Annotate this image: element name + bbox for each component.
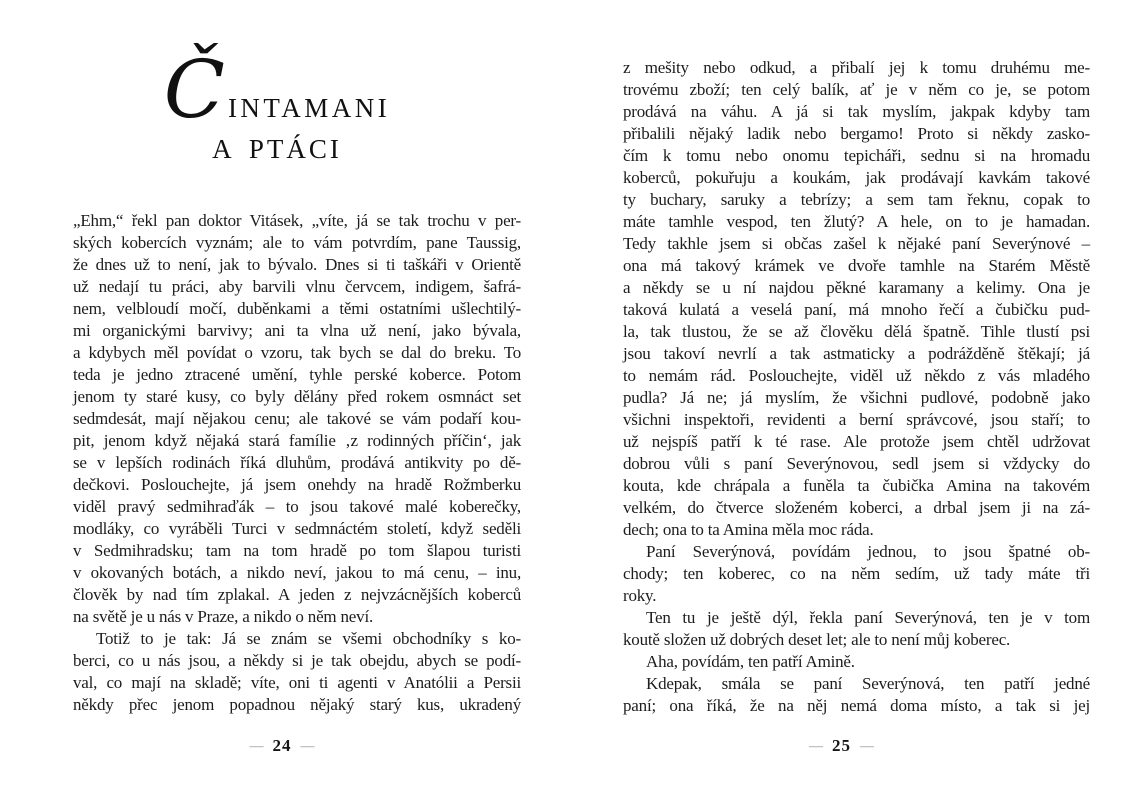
- text-line: koutě složen už dobrých deset let; ale to není můj koberec.: [623, 630, 1011, 649]
- chapter-initial-letter: Č: [163, 43, 225, 136]
- text-line: chody; ten koberec, co na něm sedím, už tady máte tři: [623, 564, 1090, 583]
- text-line: dech; ona to ta Amina měla moc ráda.: [623, 520, 874, 539]
- text-line: paní; ona říká, že na něj nemá doma místo, a tak si jej: [623, 696, 1090, 715]
- folio-number: 25: [832, 736, 851, 755]
- text-line: se v lepších rodinách říká dluhům, prodává antikvity po dě-: [73, 453, 521, 472]
- text-line: teda je jedno ztracené umění, tyhle perské koberce. Potom: [73, 365, 521, 384]
- text-line: val, co mají na skladě; víte, oni ti agenti v Anatólii a Persii: [73, 673, 521, 692]
- text-line: Paní Severýnová, povídám jednou, to jsou špatné ob-: [646, 542, 1090, 561]
- text-line: roky.: [623, 586, 657, 605]
- chapter-title-rest: INTAMANI: [227, 93, 391, 123]
- text-line: berci, co u nás jsou, a někdy si je tak obejdu, abych se podí-: [73, 651, 521, 670]
- text-line: v Sedmihradsku; tam na tom hradě po tom šlapou turisti: [73, 541, 521, 560]
- text-line: koberců, pokuřuju a koukám, jak prodávají kavkám takové: [623, 168, 1090, 187]
- text-line: to nemám rád. Poslouchejte, viděl už někdo z vás mladého: [623, 366, 1090, 385]
- text-line: sedmdesát, mají nějakou cenu; ale takové se vám podaří kou-: [73, 409, 521, 428]
- text-line: máte tamhle vespod, ten žlutý? A hele, on to je hamadan.: [623, 212, 1090, 231]
- folio-dash: —: [249, 739, 264, 754]
- text-line: ských kobercích vyznám; ale to vám potvrdím, pane Taussig,: [73, 233, 521, 252]
- left-page-text: [73, 210, 521, 716]
- page-number-right: [608, 736, 1075, 757]
- text-line: že dnes už to není, jak to bývalo. Dnes si ti taškáři v Orientě: [73, 255, 521, 274]
- text-line: už nedají tu práci, aby barvili vlnu červcem, indigem, šafrá-: [73, 277, 521, 296]
- text-line: všichni inspektoři, revidenti a berní správcové, jsou staří; to: [623, 410, 1090, 429]
- text-line: trovému zboží; ten celý balík, ať je v něm co je, se potom: [623, 80, 1090, 99]
- text-line: ona má takový krámek ve dvoře tamhle na Starém Městě: [623, 256, 1090, 275]
- text-line: Aha, povídám, ten patří Amině.: [646, 652, 855, 671]
- text-line: a kdybych měl povídat o vzoru, tak bych se dal do breku. To: [73, 343, 521, 362]
- text-line: Ten tu je ještě dýl, řekla paní Severýnová, ten je v tom: [646, 608, 1090, 627]
- text-line: jsou takoví nevrlí a tak astmaticky a podrážděně štěkají; já: [623, 344, 1090, 363]
- text-line: velkém, do čtverce složeném koberci, a drbal jsem ji na zá-: [623, 498, 1090, 517]
- text-line: člověk by nad tím zplakal. A jeden z nejvzácnějších koberců: [73, 585, 521, 604]
- text-line: taková kulatá a veselá paní, má mnoho řečí a čubičku pud-: [623, 300, 1090, 319]
- left-page: [73, 0, 521, 800]
- text-line: Kdepak, smála se paní Severýnová, ten patří jedné: [646, 674, 1090, 693]
- right-page: [623, 0, 1090, 800]
- text-line: la, tak tlustou, že se až člověku dělá špatně. Tihle tlustí psi: [623, 322, 1090, 341]
- text-line: jenom ty staré kusy, co byly dělány před rokem osmnáct set: [73, 387, 521, 406]
- text-line: přibalili nějaký ladik nebo bergamo! Proto si někdy zasko-: [623, 124, 1090, 143]
- chapter-title: [53, 43, 501, 136]
- text-line: pudla? Já ne; já myslím, že všichni pudlové, podobně jako: [623, 388, 1090, 407]
- text-line: dečkovi. Poslouchejte, já jsem onehdy na hradě Rožmberku: [73, 475, 521, 494]
- text-line: Tedy takhle jsem si občas zašel k nějaké paní Severýnové –: [623, 234, 1090, 253]
- chapter-subtitle: A PTÁCI: [212, 134, 342, 164]
- text-line: mi organickými barvivy; ani ta vlna už není, jako bývala,: [73, 321, 521, 340]
- text-line: na světě je u nás v Praze, a nikdo o něm neví.: [73, 607, 374, 626]
- text-line: dobrou vůli s paní Severýnovou, sedl jsem si vždycky do: [623, 454, 1090, 473]
- right-page-text: [623, 57, 1090, 717]
- page-number-left: [58, 736, 506, 757]
- text-line: kouta, kde chrápala a funěla ta čubička Amina na takovém: [623, 476, 1090, 495]
- text-line: ty buchary, saruky a tebrízy; a sem tam řeknu, copak to: [623, 190, 1090, 209]
- text-line: z mešity nebo odkud, a přibalí jej k tomu druhému me-: [623, 58, 1090, 77]
- text-line: viděl pravý sedmihraďák – to jsou takové malé koberečky,: [73, 497, 521, 516]
- text-line: v okovaných botách, a nikdo neví, jakou to má cenu, – inu,: [73, 563, 521, 582]
- text-line: a někdy se u ní najdou pěkné karamany a kelimy. Ona je: [623, 278, 1090, 297]
- text-line: prodává na váhu. A já si tak myslím, jakpak kdyby tam: [623, 102, 1090, 121]
- folio-number: 24: [272, 736, 292, 755]
- folio-dash: —: [860, 739, 874, 754]
- text-line: „Ehm,“ řekl pan doktor Vitásek, „víte, já se tak trochu v per-: [73, 211, 521, 230]
- folio-dash: —: [809, 739, 823, 754]
- folio-dash: —: [300, 739, 315, 754]
- text-line: někdy přec jenom popadnou nějaký starý kus, ukradený: [73, 695, 521, 714]
- text-line: čím k tomu nebo onomu tepicháři, sednu si na hromadu: [623, 146, 1090, 165]
- text-line: pit, jenom když nějaká stará famílie ‚z rodinných příčin‘, jak: [73, 431, 521, 450]
- text-line: Totiž to je tak: Já se znám se všemi obchodníky s ko-: [96, 629, 521, 648]
- text-line: už nejspíš patří k té rase. Ale protože jsem chtěl udržovat: [623, 432, 1090, 451]
- text-line: nem, velbloudí močí, duběnkami a těmi ostatními ušlechtilý-: [73, 299, 521, 318]
- text-line: modláky, co vyráběli Turci v sedmnáctém století, když seděli: [73, 519, 521, 538]
